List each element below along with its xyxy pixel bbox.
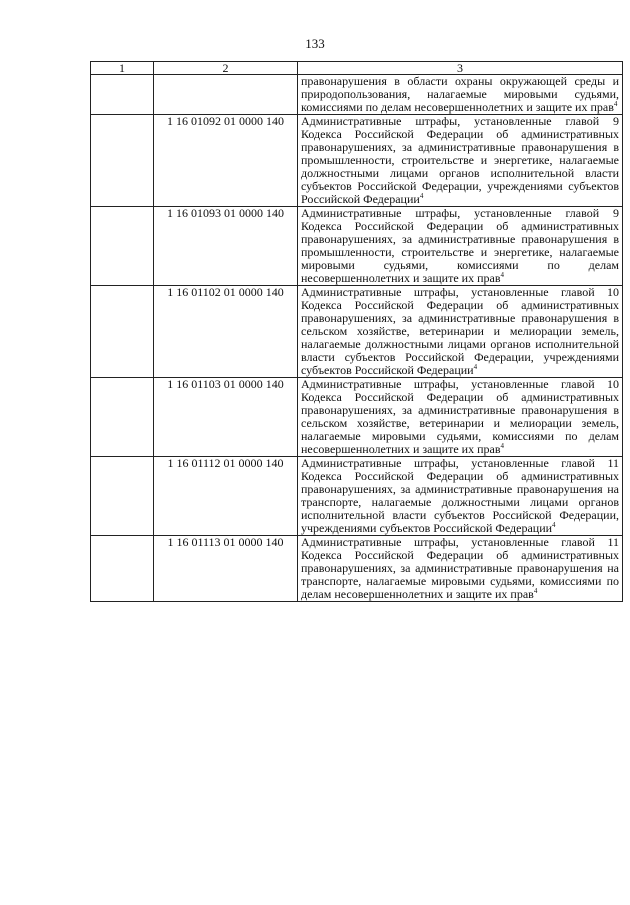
row-number-cell: [91, 286, 154, 378]
description-text: Административные штрафы, установленные главой 11 Кодекса Российской Федерации об административных правонарушениях, за административные правонарушения на транспорте, налагаемые мировыми судьями, комиссиями по делам несовершеннолетних и защите их прав: [301, 535, 619, 601]
table-row: [91, 286, 623, 378]
row-number-cell: [91, 536, 154, 602]
code-cell: 1 16 01112 01 0000 140: [154, 457, 298, 536]
table-row: [91, 207, 623, 286]
footnote-mark: 4: [533, 587, 538, 595]
column-header-2: 2: [154, 62, 298, 75]
code-cell: 1 16 01113 01 0000 140: [154, 536, 298, 602]
page-number: 133: [305, 36, 325, 51]
row-number-cell: [91, 378, 154, 457]
description-text: Административные штрафы, установленные главой 10 Кодекса Российской Федерации об административных правонарушениях, за административные правонарушения в сельском хозяйстве, ветеринарии и мелиорации земель, налагаемые мировыми судьями, комиссиями по делам несовершеннолетних и защите их прав: [301, 377, 619, 456]
description-cell: [298, 286, 623, 378]
description-cell: [298, 115, 623, 207]
code-cell: 1 16 01103 01 0000 140: [154, 378, 298, 457]
footnote-mark: 4: [500, 271, 505, 279]
footnote-mark: 4: [500, 442, 505, 450]
code-cell: [154, 75, 298, 115]
table-row: [91, 75, 623, 115]
row-number-cell: [91, 75, 154, 115]
row-number-cell: [91, 457, 154, 536]
table-header-row: [91, 62, 623, 75]
table-row: [91, 457, 623, 536]
column-header-3: 3: [298, 62, 623, 75]
code-cell: 1 16 01093 01 0000 140: [154, 207, 298, 286]
footnote-mark: 4: [613, 100, 618, 108]
revenue-codes-table: [90, 61, 623, 602]
footnote-mark: 4: [473, 363, 478, 371]
code-cell: 1 16 01102 01 0000 140: [154, 286, 298, 378]
footnote-mark: 4: [552, 521, 556, 529]
column-header-1: 1: [91, 62, 154, 75]
description-text: правонарушения в области охраны окружающей среды и природопользования, налагаемые мировыми судьями, комиссиями по делам несовершеннолетних и защите их прав: [301, 74, 619, 114]
description-cell: [298, 75, 623, 115]
footnote-mark: 4: [419, 192, 424, 200]
description-text: Административные штрафы, установленные главой 10 Кодекса Российской Федерации об административных правонарушениях, за административные правонарушения в сельском хозяйстве, ветеринарии и мелиорации земель, налагаемые должностными лицами органов исполнительной власти субъектов Российской Федерации, учреждениями субъектов Российской Федерации: [301, 285, 619, 377]
description-cell: [298, 457, 623, 536]
description-text: Административные штрафы, установленные главой 11 Кодекса Российской Федерации об административных правонарушениях, за административные правонарушения на транспорте, налагаемые должностными лицами органов исполнительной власти субъектов Российской Федерации, учреждениями субъектов Российской Федерации: [301, 456, 619, 535]
description-cell: [298, 536, 623, 602]
row-number-cell: [91, 115, 154, 207]
table-row: [91, 378, 623, 457]
description-text: Административные штрафы, установленные главой 9 Кодекса Российской Федерации об административных правонарушениях, за административные правонарушения в промышленности, строительстве и энергетике, налагаемые мировыми судьями, комиссиями по делам несовершеннолетних и защите их прав: [301, 206, 619, 285]
row-number-cell: [91, 207, 154, 286]
code-cell: 1 16 01092 01 0000 140: [154, 115, 298, 207]
description-text: Административные штрафы, установленные главой 9 Кодекса Российской Федерации об административных правонарушениях, за административные правонарушения в промышленности, строительстве и энергетике, налагаемые должностными лицами органов исполнительной власти субъектов Российской Федерации, учреждениями субъектов Российской Федерации: [301, 114, 619, 206]
description-cell: [298, 378, 623, 457]
description-cell: [298, 207, 623, 286]
table-row: [91, 536, 623, 602]
table-row: [91, 115, 623, 207]
